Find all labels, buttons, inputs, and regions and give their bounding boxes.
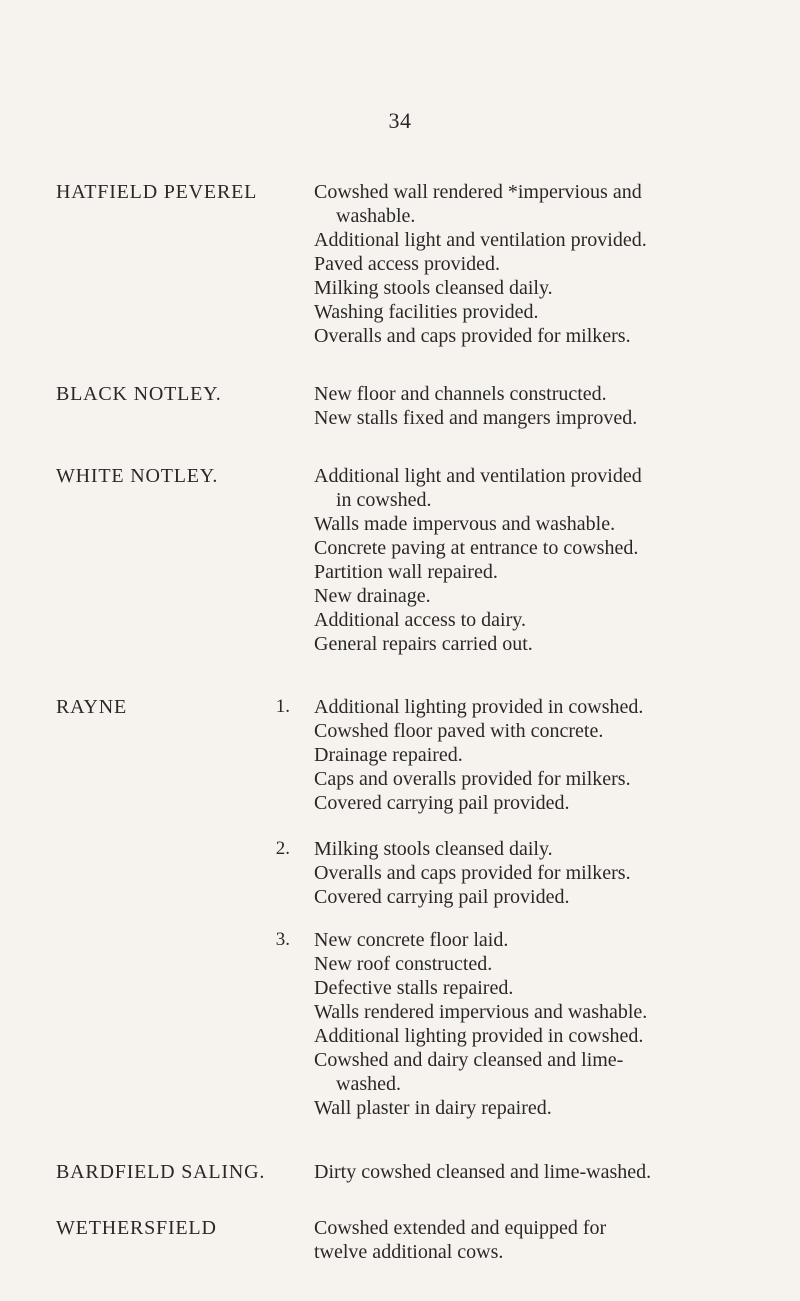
entry-line: New roof constructed.	[314, 953, 493, 975]
item-number: 2.	[275, 838, 290, 859]
entry-line: Additional lighting provided in cowshed.	[314, 696, 644, 718]
entry-line: Milking stools cleansed daily.	[314, 277, 553, 299]
place-name: BLACK NOTLEY.	[56, 383, 222, 405]
place-name: BARDFIELD SALING.	[56, 1161, 266, 1183]
entry-line: Wall plaster in dairy repaired.	[314, 1097, 552, 1119]
page-number: 34	[388, 108, 412, 133]
entry-lines	[314, 1160, 764, 1184]
entry-line: New floor and channels constructed.	[314, 383, 607, 405]
item-number: 3.	[275, 929, 290, 950]
place-name: HATFIELD PEVEREL	[56, 181, 258, 203]
entry-line: twelve additional cows.	[314, 1241, 504, 1263]
entry-line: Walls made impervous and washable.	[314, 513, 616, 535]
entry-lines	[314, 695, 764, 815]
entry-line: Additional access to dairy.	[314, 609, 526, 631]
entry-line: Dirty cowshed cleansed and lime-washed.	[314, 1161, 652, 1183]
entry-lines	[314, 464, 764, 656]
entry-line: Milking stools cleansed daily.	[314, 838, 553, 860]
entry-line: Overalls and caps provided for milkers.	[314, 862, 631, 884]
entry-line: Covered carrying pail provided.	[314, 792, 570, 814]
entry-line: Additional light and ventilation provided	[314, 465, 642, 487]
entry-line: Cowshed and dairy cleansed and lime-	[314, 1049, 624, 1071]
place-name: WHITE NOTLEY.	[56, 465, 219, 487]
entry-line: Cowshed extended and equipped for	[314, 1217, 607, 1239]
entry-line: New stalls fixed and mangers improved.	[314, 407, 638, 429]
place-name: RAYNE	[56, 696, 128, 718]
entry-line: Paved access provided.	[314, 253, 501, 275]
entry-line: washed.	[336, 1073, 401, 1095]
entry-line: New drainage.	[314, 585, 431, 607]
place-name: WETHERSFIELD	[56, 1217, 217, 1239]
entry-line: Cowshed wall rendered *impervious and	[314, 181, 642, 203]
entry-line: Covered carrying pail provided.	[314, 886, 570, 908]
entry-line: Additional light and ventilation provided.	[314, 229, 647, 251]
entry-line: Walls rendered impervious and washable.	[314, 1001, 648, 1023]
entry-line: Additional lighting provided in cowshed.	[314, 1025, 644, 1047]
entry-line: General repairs carried out.	[314, 633, 533, 655]
item-number: 1.	[275, 696, 290, 717]
entry-line: New concrete floor laid.	[314, 929, 509, 951]
entry-line: Partition wall repaired.	[314, 561, 498, 583]
entry-lines	[314, 837, 764, 909]
entry-line: Cowshed floor paved with concrete.	[314, 720, 604, 742]
entry-lines	[314, 1216, 764, 1264]
entry-line: Defective stalls repaired.	[314, 977, 514, 999]
entry-line: Washing facilities provided.	[314, 301, 539, 323]
entry-line: in cowshed.	[336, 489, 432, 511]
entry-line: Overalls and caps provided for milkers.	[314, 325, 631, 347]
entry-line: Drainage repaired.	[314, 744, 463, 766]
entry-lines	[314, 382, 764, 430]
entry-line: Caps and overalls provided for milkers.	[314, 768, 631, 790]
entry-lines	[314, 180, 764, 348]
entry-line: Concrete paving at entrance to cowshed.	[314, 537, 639, 559]
entry-lines	[314, 928, 764, 1120]
entry-line: washable.	[336, 205, 416, 227]
